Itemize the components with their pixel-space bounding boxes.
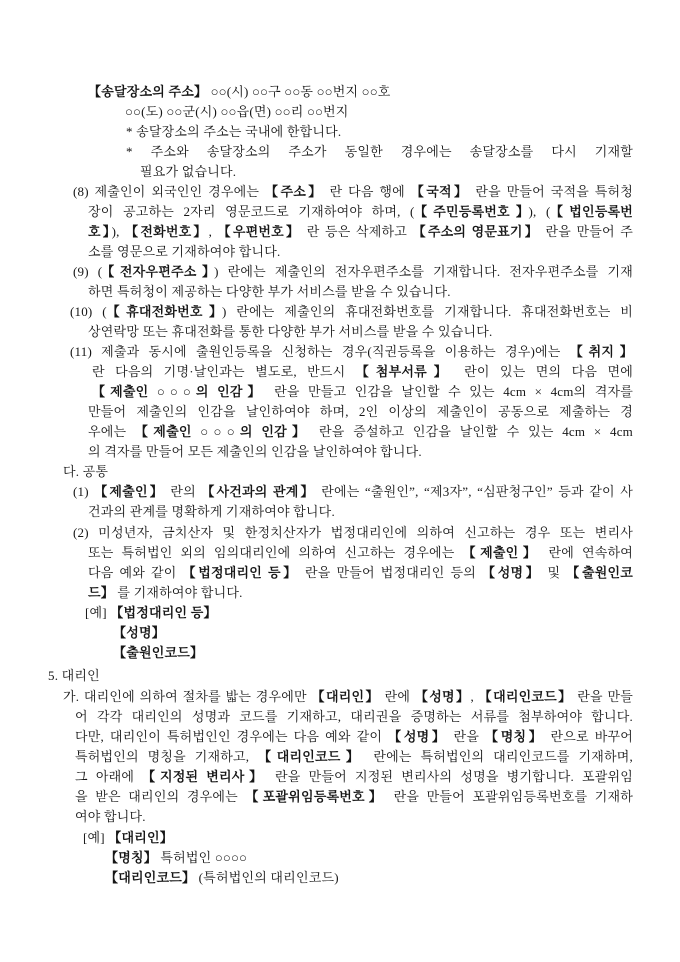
text-line: 여야 합니다. xyxy=(75,809,146,824)
text-line: 다. 공통 xyxy=(63,464,109,479)
text-line: 그 아래에 【지정된 변리사】 란을 만들어 지정된 변리사의 성명을 병기합니다. 포괄위임 xyxy=(75,769,633,784)
text-line: (11) 제출과 동시에 출원인등록을 신청하는 경우(직권등록을 이용하는 경우)에는 【취지】 xyxy=(70,344,633,359)
text-line: 을 받은 대리인의 경우에는 【포괄위임등록번호】 란을 만들어 포괄위임등록번호를 기재하 xyxy=(75,789,633,804)
text-line: 란 다음의 기명·날인과는 별도로, 반드시 【첨부서류】 란이 있는 면의 다음 면에 xyxy=(92,364,633,379)
text-line: 다음 예와 같이 【법정대리인 등】 란을 만들어 법정대리인 등의 【성명】 및 【출원인코 xyxy=(88,565,633,580)
text-line: 【출원인코드】 xyxy=(113,645,204,660)
text-line: 상연락망 또는 휴대전화를 통한 다양한 부가 서비스를 받을 수 있습니다. xyxy=(88,324,493,339)
text-line: ○○(도) ○○군(시) ○○읍(면) ○○리 ○○번지 xyxy=(125,104,349,119)
text-line: 【대리인코드】 (특허법인의 대리인코드) xyxy=(105,870,339,885)
text-line: 또는 특허법인 외의 임의대리인에 의하여 신고하는 경우에는 【제출인】 란에 연속하여 xyxy=(88,545,633,560)
text-line: 만들어 제출인의 인감을 날인하여야 하며, 2인 이상의 제출인이 공동으로 제출하는 경 xyxy=(88,404,633,419)
text-line: (9) (【전자우편주소】) 란에는 제출인의 전자우편주소를 기재합니다. 전자우편주소를 기재 xyxy=(73,264,633,279)
text-line: 어 각각 대리인의 성명과 코드를 기재하고, 대리권을 증명하는 서류를 첨부하여야 합니다. xyxy=(75,709,633,724)
text-line: 건과의 관계를 명확하게 기재하여야 합니다. xyxy=(88,504,335,519)
text-line: 우에는 【제출인 ○○○의 인감】 란을 증설하고 인감을 날인할 수 있는 4cm × 4cm xyxy=(88,424,633,439)
text-line: * 송달장소의 주소는 국내에 한합니다. xyxy=(126,124,342,139)
text-line: (10) (【휴대전화번호】) 란에는 제출인의 휴대전화번호를 기재합니다. 휴대전화번호는 비 xyxy=(70,304,633,319)
text-line: 다만, 대리인이 특허법인인 경우에는 다음 예와 같이 【성명】 란을 【명칭】 란으로 바꾸어 xyxy=(75,729,633,744)
text-line: 의 격자를 만들어 모든 제출인의 인감을 날인하여야 합니다. xyxy=(88,444,422,459)
text-line: 【송달장소의 주소】 ○○(시) ○○구 ○○동 ○○번지 ○○호 xyxy=(88,84,391,99)
text-line: 【명칭】 특허법인 ○○○○ xyxy=(105,850,248,865)
text-line: [예] 【법정대리인 등】 xyxy=(85,605,217,620)
text-line: 5. 대리인 xyxy=(48,668,100,683)
text-line: 가. 대리인에 의하여 절차를 밟는 경우에만 【대리인】 란에 【성명】, 【대리인코드】 란을 만들 xyxy=(63,689,633,704)
text-line: 소를 영문으로 기재하여야 합니다. xyxy=(88,244,281,259)
text-line: 특허법인의 명칭을 기재하고, 【대리인코드】 란에는 특허법인의 대리인코드를 기재하며, xyxy=(75,749,633,764)
text-line: 드】 를 기재하여야 합니다. xyxy=(88,585,243,600)
text-line: (2) 미성년자, 금치산자 및 한정치산자가 법정대리인에 의하여 신고하는 경우 또는 변리사 xyxy=(73,525,633,540)
text-line: 필요가 없습니다. xyxy=(140,164,237,179)
text-line: * 주소와 송달장소의 주소가 동일한 경우에는 송달장소를 다시 기재할 xyxy=(126,144,633,159)
text-line: 호】), 【전화번호】, 【우편번호】 란 등은 삭제하고 【주소의 영문표기】 란을 만들어 주 xyxy=(88,224,633,239)
text-line: 하면 특허청이 제공하는 다양한 부가 서비스를 받을 수 있습니다. xyxy=(88,284,451,299)
text-line: (1) 【제출인】 란의 【사건과의 관계】 란에는 “출원인”, “제3자”, “심판청구인” 등과 같이 사 xyxy=(73,484,633,499)
text-line: [예] 【대리인】 xyxy=(83,830,173,845)
text-line: 【제출인 ○○○의 인감】 란을 만들고 인감을 날인할 수 있는 4cm × 4cm의 격자를 xyxy=(92,384,633,399)
text-line: 장이 공고하는 2자리 영문코드로 기재하여야 하며, (【주민등록번호】), (【법인등록번 xyxy=(88,204,633,219)
text-line: (8) 제출인이 외국인인 경우에는 【주소】 란 다음 행에 【국적】 란을 만들어 국적을 특허청 xyxy=(73,184,633,199)
text-line: 【성명】 xyxy=(113,625,165,640)
